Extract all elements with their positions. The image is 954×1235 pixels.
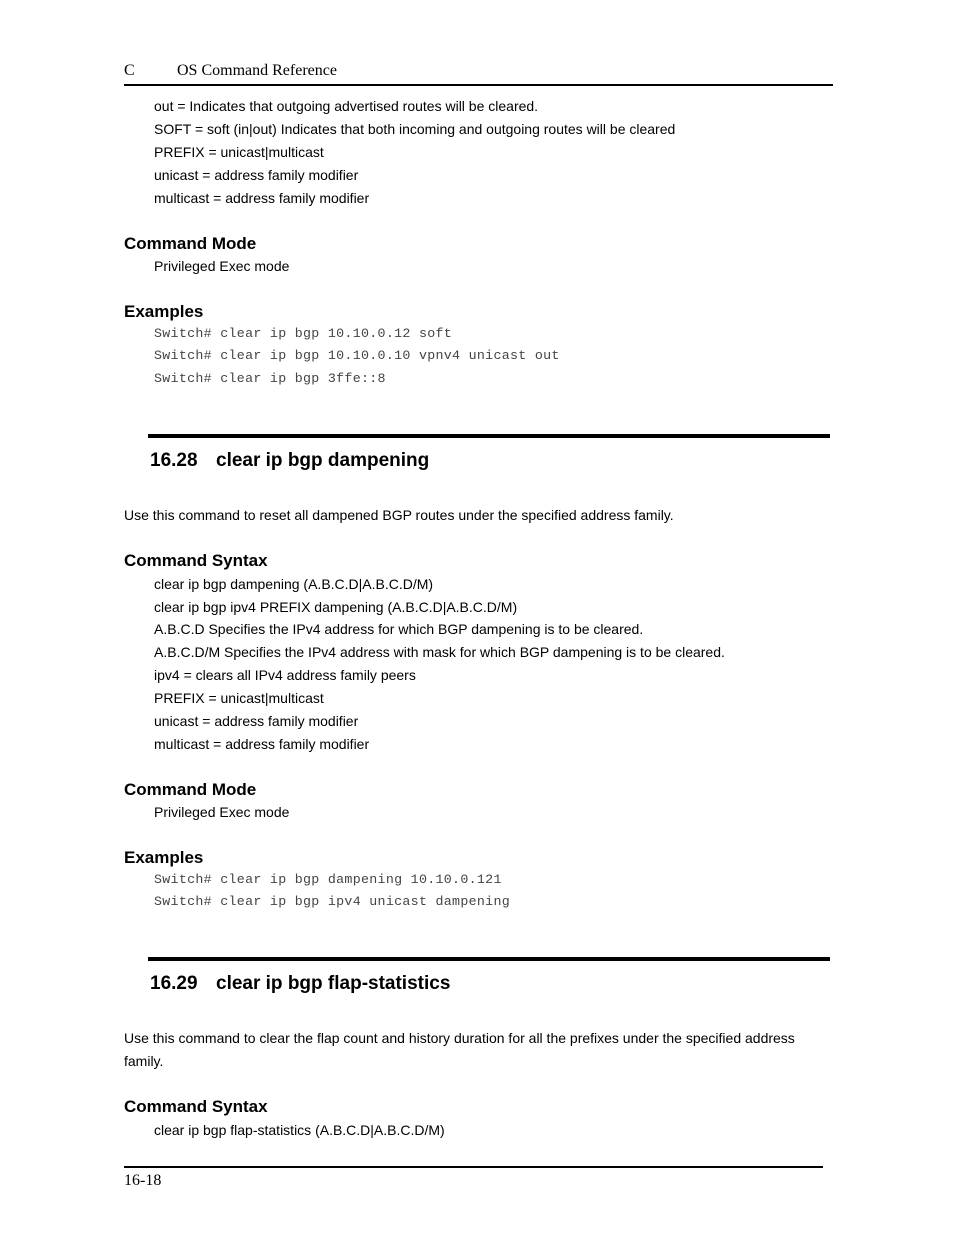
example-code-line: Switch# clear ip bgp dampening 10.10.0.121 <box>154 872 502 887</box>
param-line: multicast = address family modifier <box>154 190 370 206</box>
header-chapter-letter: C <box>124 62 135 79</box>
section-title: clear ip bgp dampening <box>216 450 430 471</box>
syntax-line: clear ip bgp flap-statistics (A.B.C.D|A.B.C.D/M) <box>154 1122 445 1138</box>
page-number: 16-18 <box>124 1172 162 1189</box>
section-number: 16.28 <box>150 450 198 471</box>
example-code-line: Switch# clear ip bgp 10.10.0.10 vpnv4 unicast out <box>154 348 560 363</box>
footer-rule <box>124 1166 823 1168</box>
command-mode-text: Privileged Exec mode <box>154 804 290 820</box>
param-line: unicast = address family modifier <box>154 167 359 183</box>
section-heading-16-29 <box>150 973 450 995</box>
param-line: PREFIX = unicast|multicast <box>154 144 324 160</box>
header-rule <box>124 84 833 86</box>
section-title: clear ip bgp flap-statistics <box>216 973 451 994</box>
header-title: OS Command Reference <box>177 62 337 79</box>
section-description: Use this command to reset all dampened BGP routes under the specified address family. <box>124 507 674 523</box>
syntax-line: PREFIX = unicast|multicast <box>154 690 324 706</box>
example-code-line: Switch# clear ip bgp ipv4 unicast dampening <box>154 894 511 909</box>
section-rule <box>148 957 830 961</box>
example-code-line: Switch# clear ip bgp 3ffe::8 <box>154 371 386 386</box>
examples-heading: Examples <box>124 302 204 321</box>
command-mode-heading: Command Mode <box>124 780 257 799</box>
section-number: 16.29 <box>150 973 198 994</box>
syntax-line: unicast = address family modifier <box>154 713 359 729</box>
syntax-line: A.B.C.D Specifies the IPv4 address for which BGP dampening is to be cleared. <box>154 621 644 637</box>
examples-heading: Examples <box>124 848 204 867</box>
command-mode-text: Privileged Exec mode <box>154 258 290 274</box>
command-mode-heading: Command Mode <box>124 234 257 253</box>
syntax-line: clear ip bgp dampening (A.B.C.D|A.B.C.D/M) <box>154 576 434 592</box>
section-description: Use this command to clear the flap count and history duration for all the prefixes under the specified address family. <box>124 1030 795 1069</box>
param-line: out = Indicates that outgoing advertised routes will be cleared. <box>154 98 539 114</box>
syntax-line: ipv4 = clears all IPv4 address family peers <box>154 667 416 683</box>
section-heading-16-28 <box>150 450 429 472</box>
example-code-line: Switch# clear ip bgp 10.10.0.12 soft <box>154 326 453 341</box>
section-rule <box>148 434 830 438</box>
syntax-line: multicast = address family modifier <box>154 736 370 752</box>
command-syntax-heading: Command Syntax <box>124 551 268 570</box>
command-syntax-heading: Command Syntax <box>124 1097 268 1116</box>
syntax-line: A.B.C.D/M Specifies the IPv4 address with mask for which BGP dampening is to be cleared. <box>154 644 725 660</box>
syntax-line: clear ip bgp ipv4 PREFIX dampening (A.B.C.D|A.B.C.D/M) <box>154 599 518 615</box>
param-line: SOFT = soft (in|out) Indicates that both incoming and outgoing routes will be cleared <box>154 121 676 137</box>
